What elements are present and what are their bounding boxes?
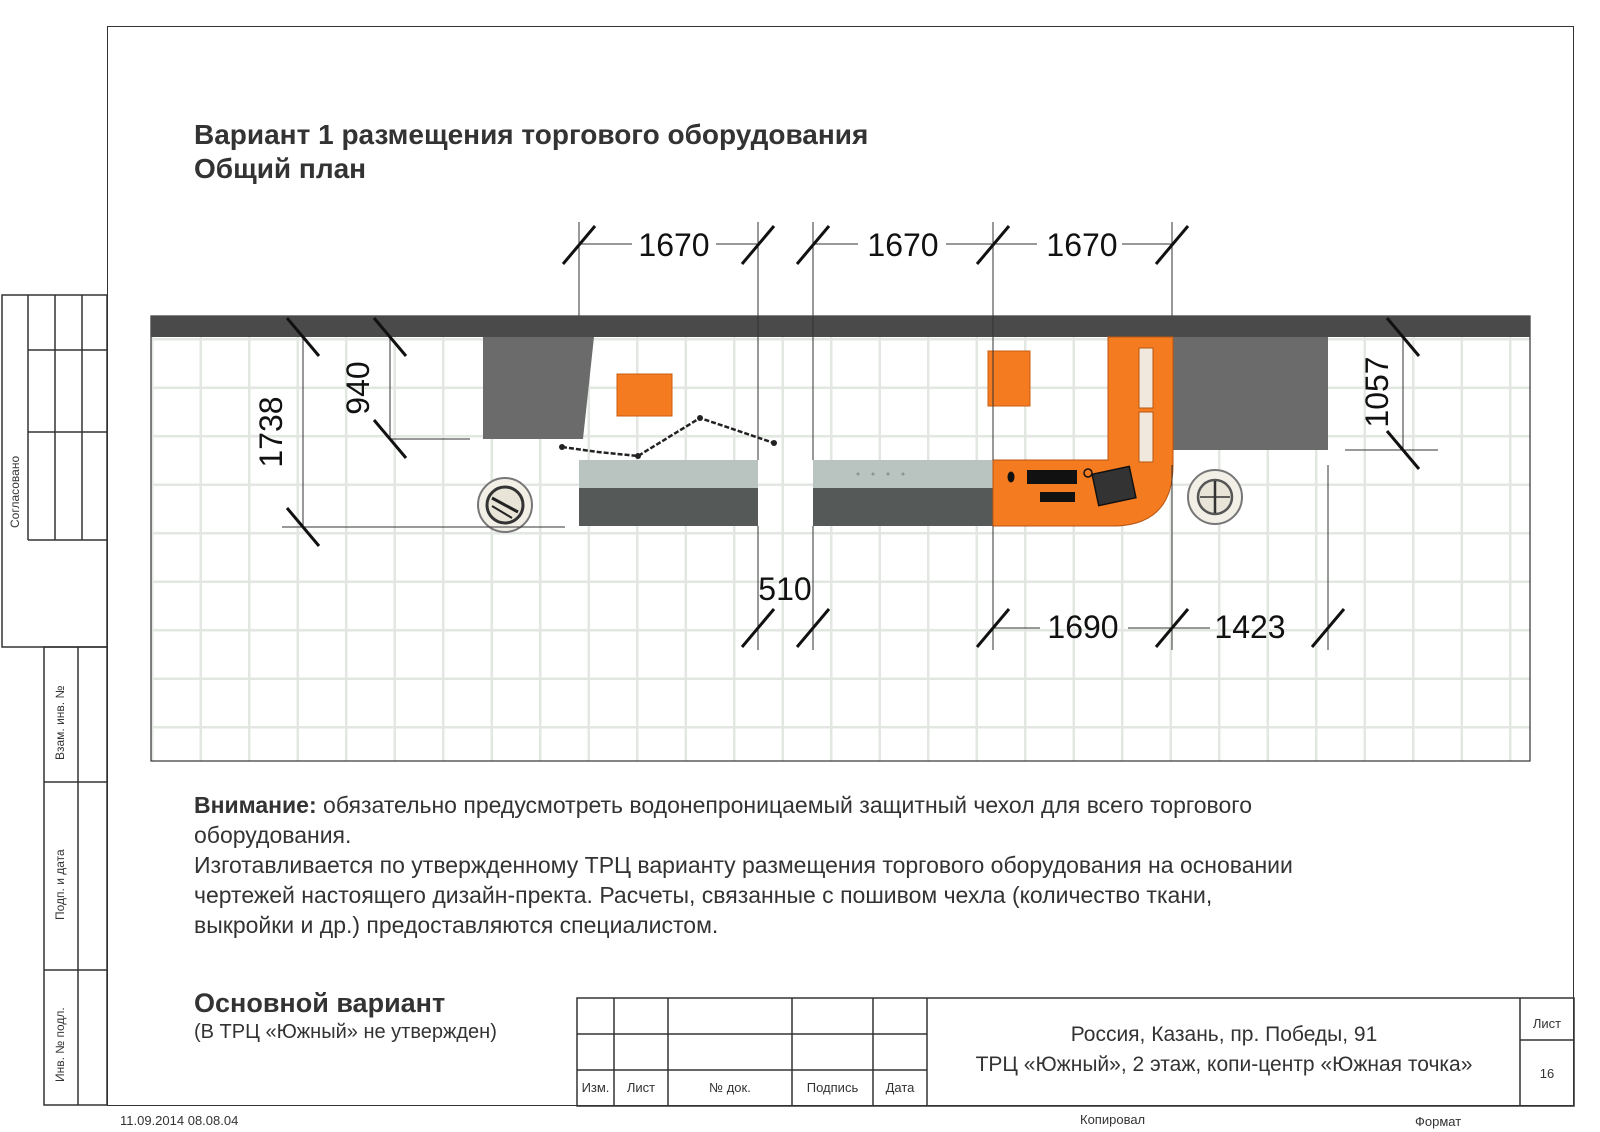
page-subtitle: Общий план xyxy=(194,153,367,184)
sheet-label: Лист xyxy=(1532,1016,1562,1031)
footer-timestamp: 11.09.2014 08.08.04 xyxy=(120,1113,239,1128)
footer-format: Формат xyxy=(1415,1114,1462,1129)
sheet-number: 16 xyxy=(1539,1066,1555,1081)
address-line1: Россия, Казань, пр. Победы, 91 xyxy=(1070,1023,1378,1046)
address-line2: ТРЦ «Южный», 2 этаж, копи-центр «Южная точка» xyxy=(975,1053,1473,1076)
bin-left xyxy=(478,478,532,532)
note-line5: выкройки и др.) предоставляются специалистом. xyxy=(194,912,719,938)
note-lead: Внимание: xyxy=(194,792,317,818)
dim-top-1: 1670 xyxy=(638,227,710,263)
bin-right xyxy=(1188,470,1242,524)
page-title: Вариант 1 размещения торгового оборудования xyxy=(194,119,869,150)
stamp-inv-sign: Инв. № подл. xyxy=(53,1007,67,1082)
dim-right: 1057 xyxy=(1359,356,1395,428)
dim-gap: 510 xyxy=(758,571,812,607)
counter-shelf-1 xyxy=(1139,348,1153,408)
cabinet-left xyxy=(483,337,594,439)
stamp-replace-inv: Взам. инв. № xyxy=(53,685,67,760)
counter-top-left xyxy=(579,460,758,488)
tb-col-sign: Подпись xyxy=(806,1080,859,1095)
stool-left xyxy=(617,374,672,416)
dim-bottom-counter: 1690 xyxy=(1047,609,1119,645)
counter-front-left xyxy=(579,488,758,526)
counter-front-middle xyxy=(813,488,993,526)
tb-col-date: Дата xyxy=(885,1080,915,1095)
monitor xyxy=(1027,470,1077,484)
cabinet-right xyxy=(1173,337,1328,450)
variant-subtitle: (В ТРЦ «Южный» не утвержден) xyxy=(194,1021,497,1043)
footer-copied: Копировал xyxy=(1080,1112,1146,1127)
keyboard xyxy=(1040,492,1075,502)
stool-right xyxy=(988,351,1030,406)
tb-col-list: Лист xyxy=(626,1080,656,1095)
wall xyxy=(151,316,1530,337)
printer xyxy=(1092,466,1136,505)
mouse xyxy=(1008,472,1015,483)
counter-shelf-2 xyxy=(1139,412,1153,462)
variant-title: Основной вариант xyxy=(194,988,446,1018)
address-block xyxy=(930,1020,1518,1080)
stamp-agreed: Согласовано xyxy=(8,455,22,528)
dim-left-outer: 1738 xyxy=(253,396,289,468)
dim-bottom-right: 1423 xyxy=(1214,609,1286,645)
dim-left-inner: 940 xyxy=(340,361,376,415)
note-line4: чертежей настоящего дизайн-пректа. Расчеты, связанные с пошивом чехла (количество ткани, xyxy=(194,882,1213,908)
dim-top-2: 1670 xyxy=(867,227,939,263)
stamp-sign-date: Подп. и дата xyxy=(53,849,67,920)
dim-top-3: 1670 xyxy=(1046,227,1118,263)
note-block xyxy=(194,790,1544,940)
note-line1: обязательно предусмотреть водонепроницаемый защитный чехол для всего торгового xyxy=(316,792,1252,818)
tb-col-izm: Изм. xyxy=(581,1080,610,1095)
tb-col-doc: № док. xyxy=(709,1080,751,1095)
note-line2: оборудования. xyxy=(194,822,352,848)
note-line3: Изготавливается по утвержденному ТРЦ варианту размещения торгового оборудования на основании xyxy=(194,852,1293,878)
